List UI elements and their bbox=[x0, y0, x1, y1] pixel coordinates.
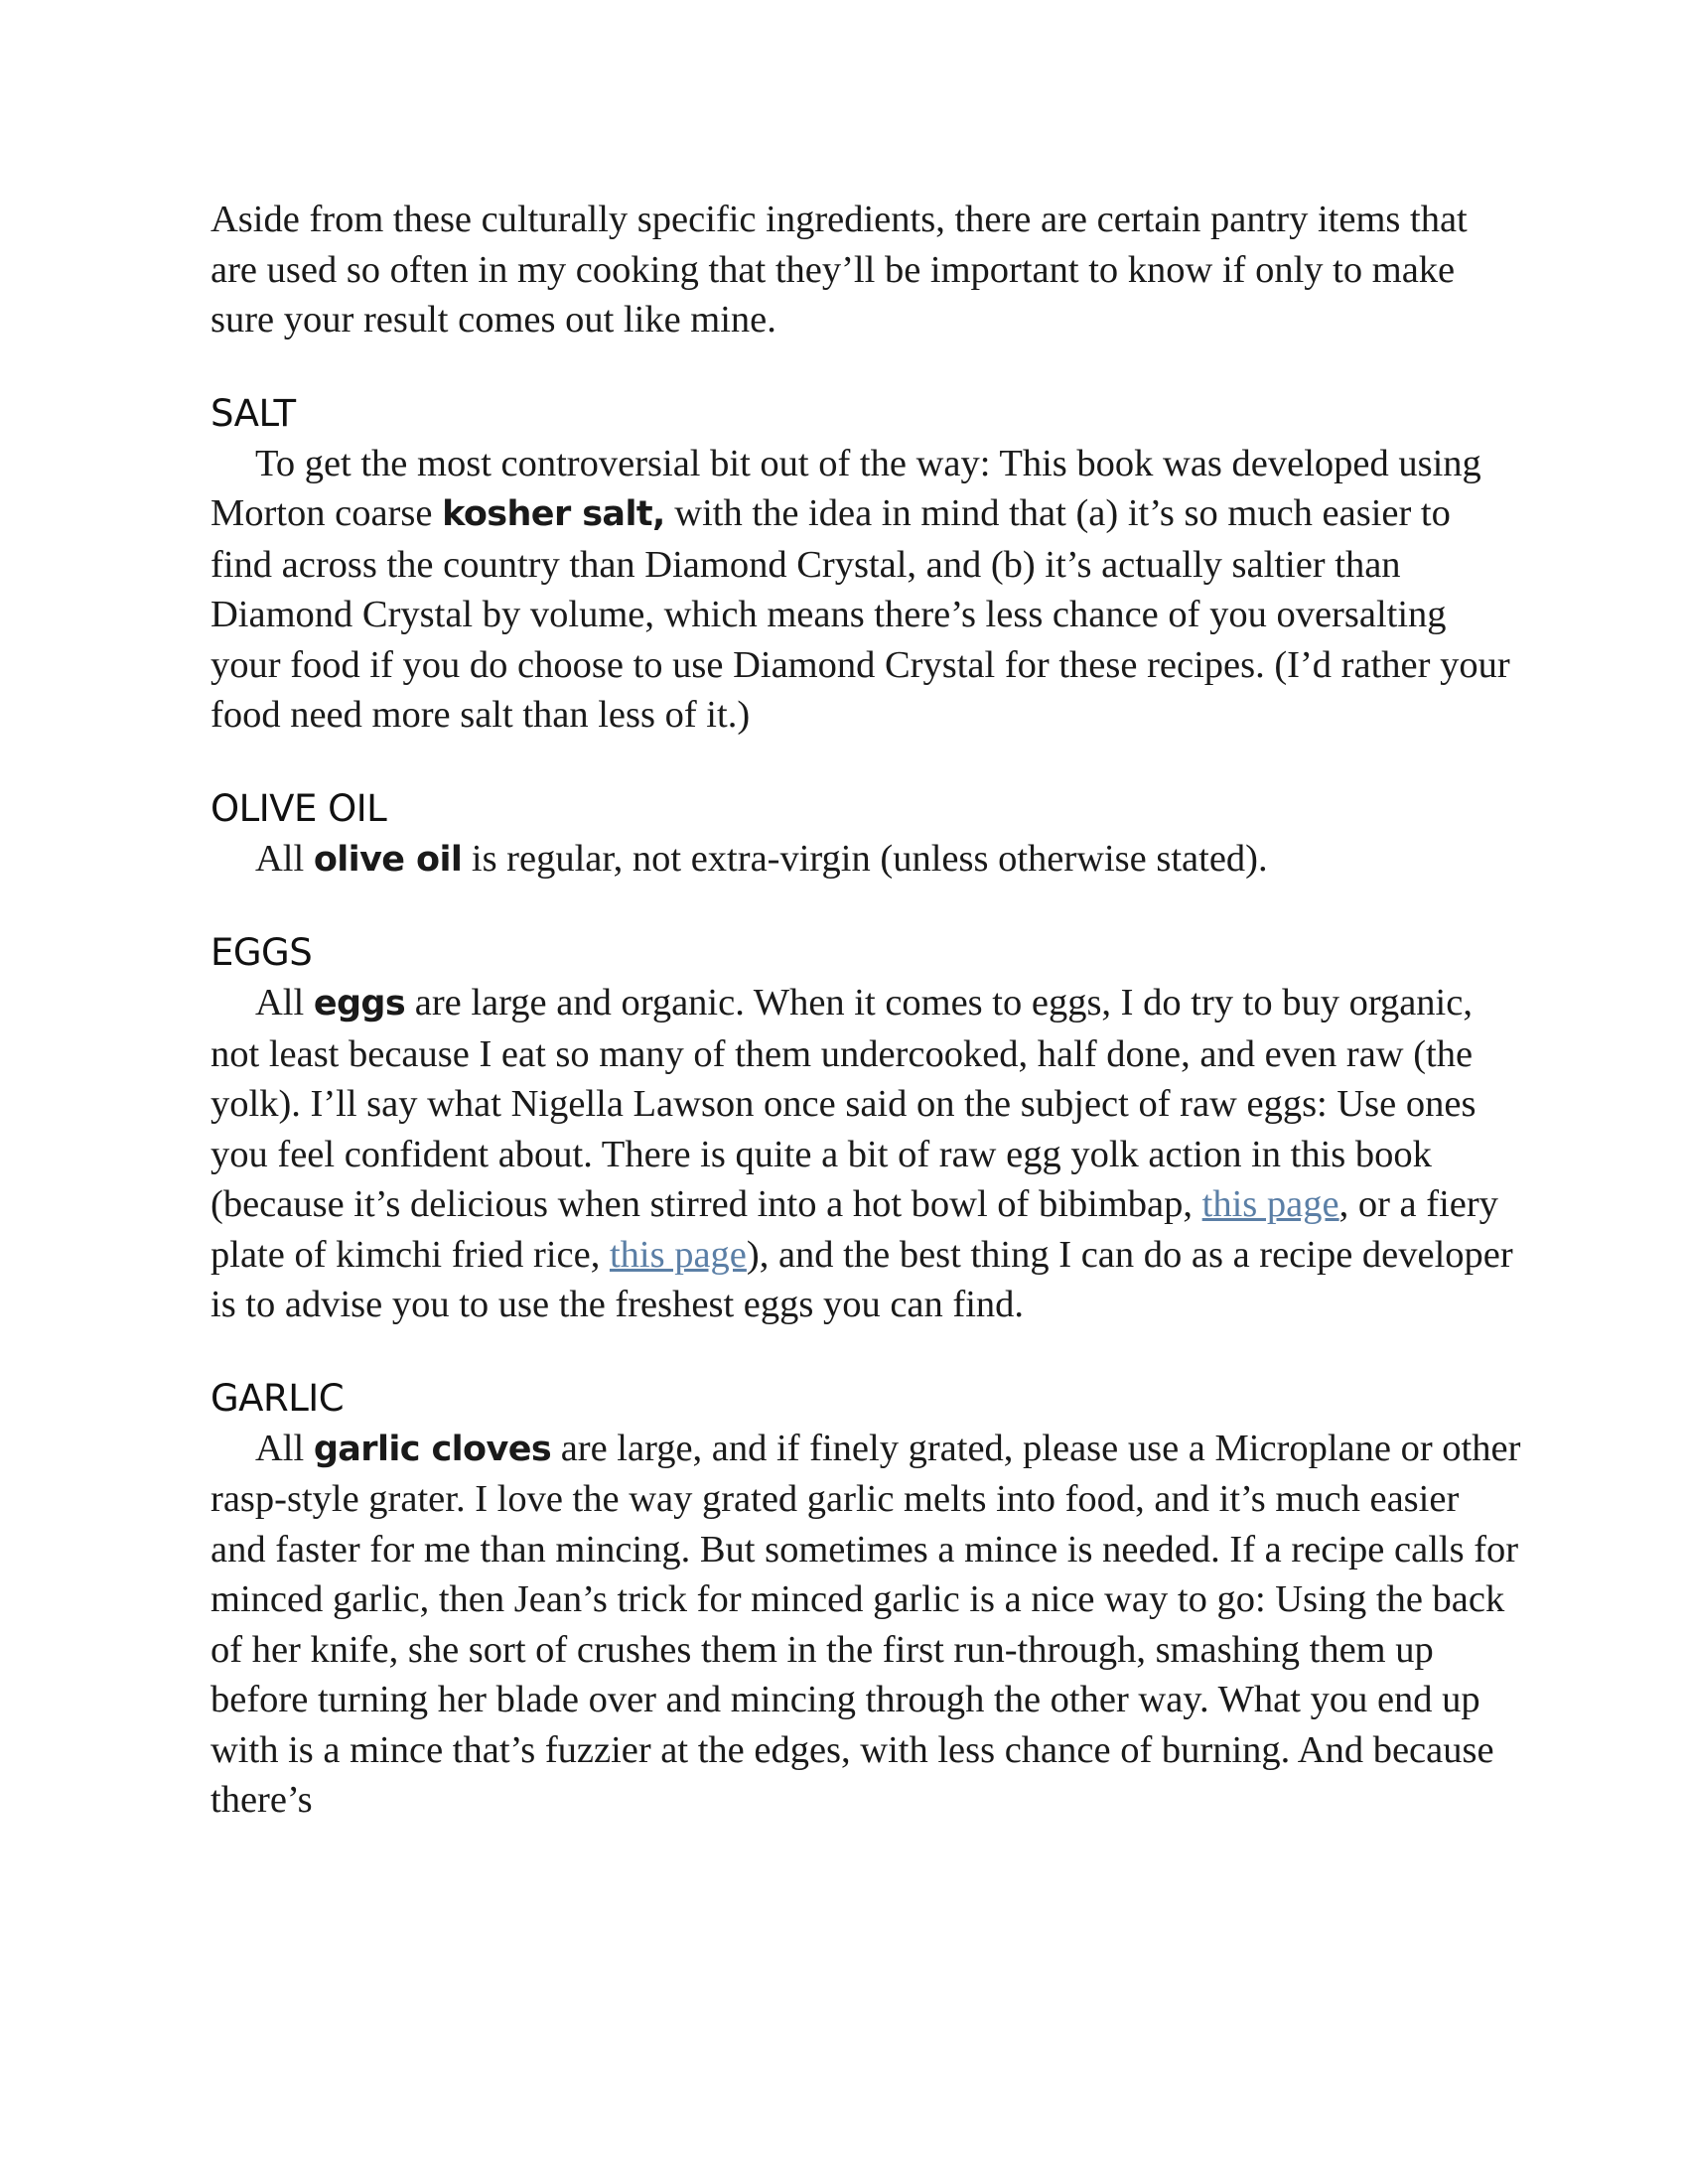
bibimbap-page-link[interactable]: this page bbox=[1201, 1183, 1339, 1225]
section-garlic bbox=[211, 1374, 1521, 1826]
olive-oil-term: olive oil bbox=[313, 839, 463, 880]
section-eggs bbox=[211, 928, 1521, 1330]
eggs-term: eggs bbox=[313, 984, 406, 1024]
eggs-text-mid1: are large and organic. When it comes to eggs, I do try to buy organic, not least because I eat so many of them undercooked, half done, and even raw (the yolk). I’ll say what Nigella Lawson once said on the subject of raw eggs: Use ones you feel confident about. There is quite a bit of raw egg yolk action in this book (because it’s delicious when stirred into a hot bowl of bibimbap, bbox=[211, 982, 1477, 1225]
salt-term: kosher salt, bbox=[442, 494, 665, 534]
intro-paragraph: Aside from these culturally specific ingredients, there are certain pantry items that are used so often in my cooking that they’ll be important to know if only to make sure your result comes out like mine. bbox=[211, 199, 1468, 341]
eggs-paragraph bbox=[211, 978, 1521, 1330]
salt-text-after: with the idea in mind that (a) it’s so much easier to find across the country than Diamond Crystal, and (b) it’s actually saltier than Diamond Crystal by volume, which means there’s less chance of you oversalting your food if you do choose to use Diamond Crystal for these recipes. (I’d rather your food need more salt than less of it.) bbox=[211, 492, 1510, 736]
section-heading-eggs: EGGS bbox=[211, 931, 313, 974]
section-olive-oil bbox=[211, 784, 1521, 886]
garlic-text-before: All bbox=[255, 1427, 314, 1469]
salt-text-before: To get the most controversial bit out of the way: This book was developed using Morton coarse bbox=[211, 442, 1481, 534]
garlic-term: garlic cloves bbox=[313, 1429, 552, 1469]
section-salt bbox=[211, 389, 1521, 741]
eggs-text-after: ), and the best thing I can do as a recipe developer is to advise you to use the freshest eggs you can find. bbox=[211, 1233, 1513, 1325]
garlic-paragraph bbox=[211, 1424, 1521, 1826]
page-content bbox=[211, 195, 1521, 1869]
olive-oil-paragraph bbox=[211, 834, 1521, 886]
garlic-text-after: are large, and if finely grated, please use a Microplane or other rasp-style grater. I love the way grated garlic melts into food, and it’s much easier and faster for me than mincing. But sometimes a mince is needed. If a recipe calls for minced garlic, then Jean’s trick for minced garlic is a nice way to go: Using the back of her knife, she sort of crushes them in the first run-through, smashing them up before turning her blade over and mincing through the other way. What you end up with is a mince that’s fuzzier at the edges, with less chance of burning. And because there’s bbox=[211, 1427, 1521, 1821]
section-heading-garlic: GARLIC bbox=[211, 1376, 345, 1420]
olive-oil-text-before: All bbox=[255, 837, 314, 880]
olive-oil-text-after: is regular, not extra-virgin (unless otherwise stated). bbox=[462, 837, 1268, 880]
kimchi-fried-rice-page-link[interactable]: this page bbox=[609, 1233, 747, 1276]
eggs-text-before: All bbox=[255, 982, 314, 1024]
salt-paragraph bbox=[211, 439, 1521, 741]
section-heading-salt: SALT bbox=[211, 391, 296, 435]
section-heading-olive-oil: OLIVE OIL bbox=[211, 786, 387, 830]
eggs-text-mid2: , or a fiery plate of kimchi fried rice, bbox=[211, 1183, 1498, 1276]
